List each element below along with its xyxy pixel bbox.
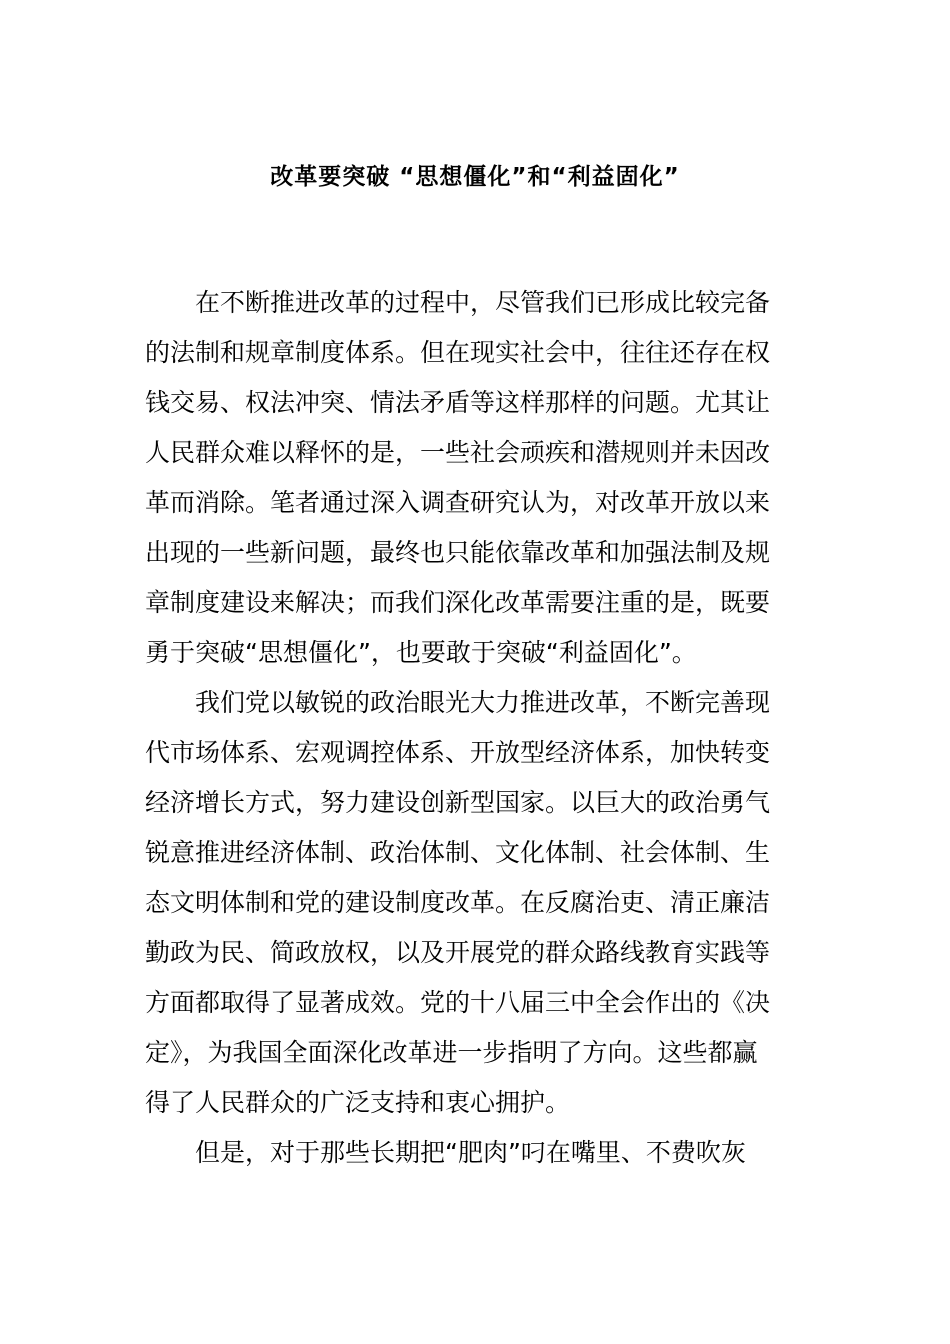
paragraph-2-line: 锐意推进经济体制、政治体制、文化体制、社会体制、生	[145, 838, 771, 867]
paragraph-2-line: 态文明体制和党的建设制度改革。在反腐治吏、清正廉洁	[145, 888, 771, 917]
paragraph-1-line: 革而消除。笔者通过深入调查研究认为，对改革开放以来	[145, 488, 771, 517]
paragraph-2-line: 我们党以敏锐的政治眼光大力推进改革，不断完善现	[195, 688, 771, 717]
paragraph-3-line: 但是，对于那些长期把“肥肉”叼在嘴里、不费吹灰	[195, 1138, 746, 1167]
paragraph-1-line: 出现的一些新问题，最终也只能依靠改革和加强法制及规	[145, 538, 771, 567]
paragraph-1-line: 章制度建设来解决；而我们深化改革需要注重的是，既要	[145, 588, 771, 617]
paragraph-1-line: 钱交易、权法冲突、情法矛盾等这样那样的问题。尤其让	[145, 388, 771, 417]
paragraph-2-line: 定》，为我国全面深化改革进一步指明了方向。这些都赢	[145, 1038, 758, 1067]
paragraph-1-line: 在不断推进改革的过程中，尽管我们已形成比较完备	[195, 288, 771, 317]
paragraph-2-line: 勤政为民、简政放权，以及开展党的群众路线教育实践等	[145, 938, 771, 967]
paragraph-2-line: 方面都取得了显著成效。党的十八届三中全会作出的《决	[145, 988, 771, 1017]
paragraph-1-line: 勇于突破“思想僵化”，也要敢于突破“利益固化”。	[145, 638, 697, 667]
paragraph-2-line: 经济增长方式，努力建设创新型国家。以巨大的政治勇气	[145, 788, 771, 817]
document-title: 改革要突破 “思想僵化”和“利益固化”	[270, 164, 680, 190]
paragraph-2-line: 代市场体系、宏观调控体系、开放型经济体系，加快转变	[145, 738, 771, 767]
paragraph-1-line: 的法制和规章制度体系。但在现实社会中，往往还存在权	[145, 338, 771, 367]
paragraph-2-line: 得了人民群众的广泛支持和衷心拥护。	[145, 1088, 571, 1117]
paragraph-1-line: 人民群众难以释怀的是，一些社会顽疾和潜规则并未因改	[145, 438, 771, 467]
document-body	[145, 278, 807, 1178]
